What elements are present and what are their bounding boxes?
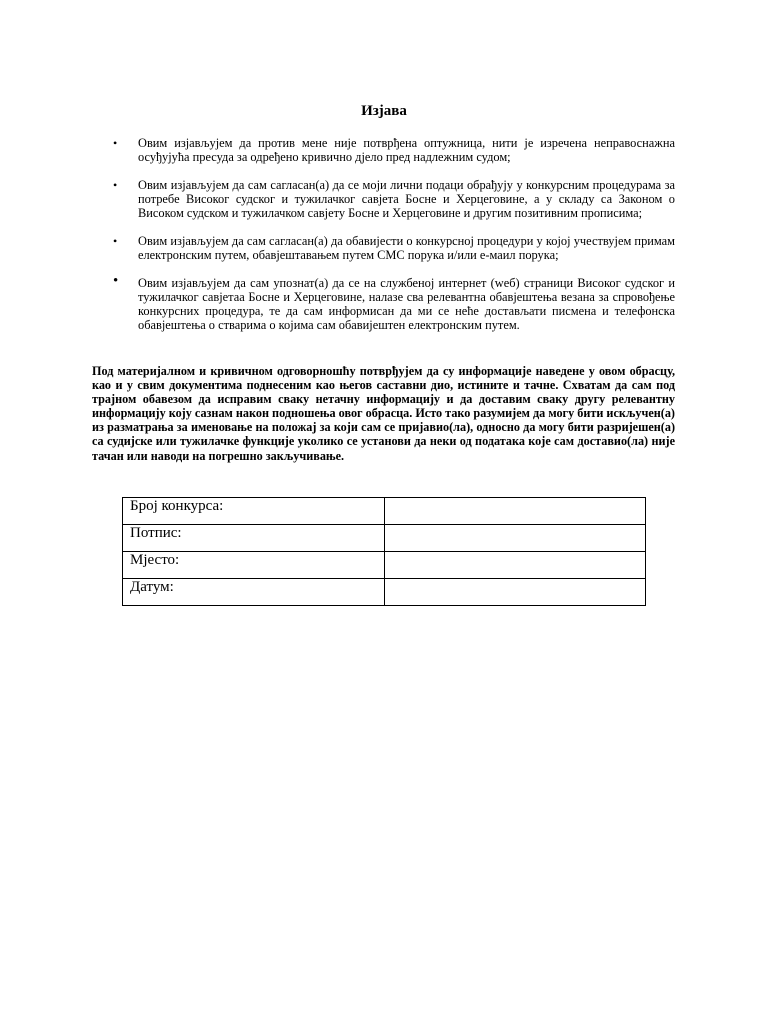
list-item-text: Овим изјављујем да против мене није потврђена оптужница, нити је изречена неправоснажна осуђујућа пресуда за одређено кривично дјело пред надлежним судом; bbox=[138, 136, 675, 164]
list-item-text: Овим изјављујем да сам сагласан(а) да обавијести о конкурсној процедури у којој учествујем примам електронским путем, обавјештавањем путем СМС порука и/или е-маил порука; bbox=[138, 234, 675, 262]
signature-label: Потпис: bbox=[123, 525, 385, 552]
list-item bbox=[113, 273, 675, 332]
signature-field[interactable] bbox=[385, 525, 646, 552]
place-field[interactable] bbox=[385, 552, 646, 579]
bullet-icon: • bbox=[113, 178, 118, 192]
list-item bbox=[113, 136, 675, 164]
competition-number-field[interactable] bbox=[385, 498, 646, 525]
list-item bbox=[113, 178, 675, 220]
signature-table bbox=[122, 497, 646, 606]
bullet-icon: • bbox=[113, 273, 119, 289]
list-item bbox=[113, 234, 675, 262]
place-label: Мјесто: bbox=[123, 552, 385, 579]
document-title: Изјава bbox=[361, 103, 407, 119]
liability-statement: Под материјалном и кривичном одговорношћу потврђујем да су информације наведене у овом обрасцу, као и у свим документима поднесеним као његов саставни дио, истините и тачне. Схватам да сам под трајном обавезом да исправим сваку нетачну информацију и да доставим сваку другу релевантну информацију коју сазнам након подношења овог обрасца. Исто тако разумијем да могу бити искључен(а) из разматрања за именовање на положај за који сам се пријавио(ла), односно да могу бити разријешен(а) са судијске или тужилачке функције уколико се установи да неки од података које сам доставио(ла) није тачан или наводи на погрешно закључивање. bbox=[92, 364, 675, 463]
table-row bbox=[123, 498, 646, 525]
list-item-text: Овим изјављујем да сам сагласан(а) да се моји лични подаци обрађују у конкурсним процедурама за потребе Високог судског и тужилачког савјета Босне и Херцеговине, а у складу са Законом о Високом судском и тужилачком савјету Босне и Херцеговине и другим позитивним прописима; bbox=[138, 178, 675, 220]
date-field[interactable] bbox=[385, 579, 646, 606]
competition-number-label: Број конкурса: bbox=[123, 498, 385, 525]
declaration-list bbox=[113, 136, 675, 346]
bullet-icon: • bbox=[113, 136, 118, 150]
bullet-icon: • bbox=[113, 234, 118, 248]
table-row bbox=[123, 579, 646, 606]
list-item-text: Овим изјављујем да сам упознат(а) да се на службеној интернет (weб) страници Високог судског и тужилачког савјетаа Босне и Херцеговине, налазе сва релевантна обавјештења везана за спровођење конкурсних процедура, те да сам информисан да ми се неће достављати писмена и телефонска обавјештења о стварима о којима сам обавијештен електронским путем. bbox=[138, 276, 675, 332]
date-label: Датум: bbox=[123, 579, 385, 606]
table-row bbox=[123, 525, 646, 552]
table-row bbox=[123, 552, 646, 579]
